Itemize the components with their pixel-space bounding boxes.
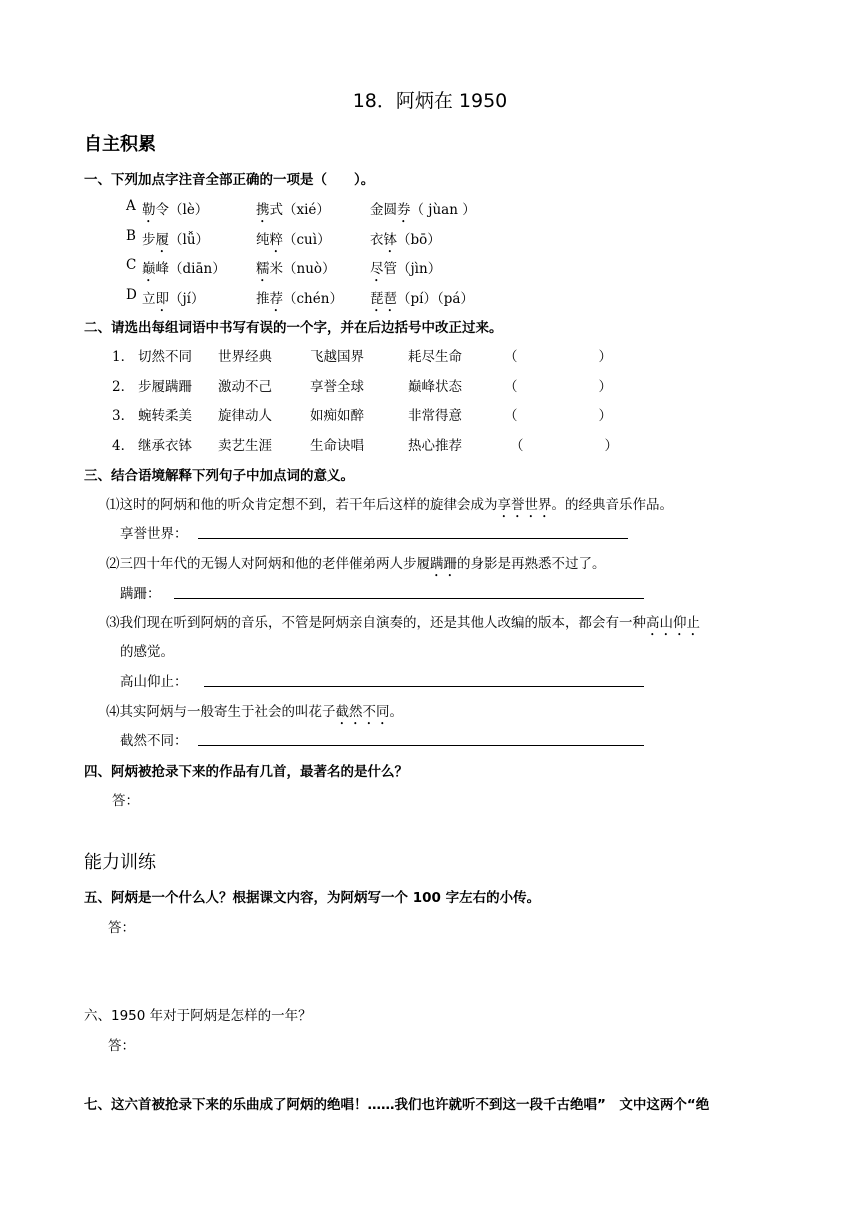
term-prefix: 纯 bbox=[256, 231, 270, 248]
correction-bracket: （ ） bbox=[510, 437, 618, 454]
option-term bbox=[256, 287, 343, 315]
word-group-item: 巅峰状态 bbox=[408, 378, 462, 395]
sentence-text: ⑶我们现在听到阿炳的音乐，不管是阿炳亲自演奏的，还是其他人改编的版本，都会有一种 bbox=[106, 615, 646, 631]
term-pinyin: （ jùan ） bbox=[410, 202, 476, 218]
word-group-item: 非常得意 bbox=[408, 408, 462, 424]
option-letter: C bbox=[126, 257, 137, 273]
word-group-item: 蜿转柔美 bbox=[138, 408, 192, 424]
dotted-character: 荐 bbox=[269, 290, 283, 307]
option-term bbox=[256, 198, 330, 226]
sentence bbox=[106, 611, 700, 639]
term-prefix: 推 bbox=[256, 290, 270, 307]
dotted-character: 钵 bbox=[383, 231, 397, 248]
word-group-item: 耗尽生命 bbox=[408, 349, 462, 365]
term-prefix: 金圆 bbox=[370, 202, 397, 218]
dotted-character: 粹 bbox=[269, 231, 283, 248]
row-number: 3． bbox=[112, 408, 135, 424]
answer-label: 截然不同： bbox=[120, 733, 188, 749]
row-number: 2． bbox=[112, 378, 135, 395]
term-pinyin: 令（lè） bbox=[155, 202, 209, 218]
word-group-item: 飞越国界 bbox=[310, 349, 364, 365]
dotted-character: 巅 bbox=[142, 261, 156, 277]
term-pinyin: 峰（diān） bbox=[155, 261, 226, 277]
dotted-character: 糯 bbox=[256, 261, 270, 277]
option-term bbox=[370, 198, 476, 226]
term-pinyin: 米（nuò） bbox=[269, 261, 336, 277]
sentence-text: ⑷其实阿炳与一般寄生于社会的叫花子 bbox=[106, 704, 336, 720]
option-term bbox=[142, 228, 209, 256]
term-pinyin: （pí）（pá） bbox=[397, 290, 474, 307]
word-group-item: 享誉全球 bbox=[310, 378, 364, 395]
dotted-character: 勒 bbox=[142, 202, 156, 218]
answer-line[interactable] bbox=[174, 598, 644, 599]
sentence bbox=[106, 552, 606, 580]
sentence-text-end: 。的经典音乐作品。 bbox=[551, 497, 673, 513]
answer-label: 享誉世界： bbox=[120, 526, 188, 542]
dotted-character: 履 bbox=[155, 231, 169, 248]
sentence-text: ⑴这时的阿炳和他的听众肯定想不到，若干年后这样的旋律会成为 bbox=[106, 497, 498, 513]
option-letter: A bbox=[126, 198, 136, 214]
option-term bbox=[256, 228, 331, 256]
option-term bbox=[370, 228, 441, 256]
dotted-character: 琵琶 bbox=[370, 290, 397, 307]
answer-line[interactable] bbox=[204, 686, 644, 687]
word-group-item: 热心推荐 bbox=[408, 437, 462, 454]
term-pinyin: （lǚ） bbox=[169, 231, 210, 248]
answer-line[interactable] bbox=[198, 745, 644, 746]
option-letter: D bbox=[126, 286, 137, 303]
dotted-character: 券 bbox=[397, 202, 411, 218]
term-prefix: 衣 bbox=[370, 231, 384, 248]
word-group-item: 如痴如醉 bbox=[310, 408, 364, 424]
option-term bbox=[142, 198, 208, 226]
term-pinyin: （jí） bbox=[169, 290, 205, 307]
dotted-word: 截然不同 bbox=[335, 704, 390, 720]
option-term bbox=[370, 287, 474, 315]
term-pinyin: （bō） bbox=[397, 231, 441, 248]
row-number: 1． bbox=[112, 349, 135, 365]
dotted-character: 尽 bbox=[370, 261, 384, 277]
sentence-text-end: 的身影是再熟悉不过了。 bbox=[457, 556, 606, 572]
question-5-stem: 五、阿炳是一个什么人？根据课文内容，为阿炳写一个 100 字左右的小传。 bbox=[84, 890, 541, 906]
dotted-character: 携 bbox=[256, 202, 270, 218]
sentence-text: ⑵三四十年代的无锡人对阿炳和他的老伴催弟两人步履 bbox=[106, 556, 430, 572]
question-4-stem: 四、阿炳被抢录下来的作品有几首，最著名的是什么？ bbox=[84, 764, 408, 780]
word-group-item: 旋律动人 bbox=[218, 408, 272, 424]
dotted-word: 蹒跚 bbox=[430, 556, 457, 572]
option-term bbox=[142, 287, 205, 315]
page-title: 18．阿炳在 1950 bbox=[352, 90, 508, 112]
question-2-stem: 二、请选出每组词语中书写有误的一个字，并在后边括号中改正过来。 bbox=[84, 320, 503, 336]
answer-label: 高山仰止： bbox=[120, 674, 188, 690]
question-4-answer-label: 答： bbox=[112, 793, 139, 809]
option-term bbox=[142, 257, 226, 285]
word-group-item: 生命诀唱 bbox=[310, 437, 364, 454]
answer-label: 蹒跚： bbox=[120, 586, 161, 602]
term-prefix: 立 bbox=[142, 290, 156, 307]
question-1-stem: 一、下列加点字注音全部正确的一项是（ ）。 bbox=[84, 172, 375, 188]
question-7-stem: 七、这六首被抢录下来的乐曲成了阿炳的绝唱！……我们也许就听不到这一段千古绝唱” 文中这两个“绝 bbox=[84, 1097, 710, 1113]
sentence bbox=[106, 493, 673, 521]
correction-bracket: （ ） bbox=[504, 378, 612, 395]
option-term bbox=[370, 257, 441, 285]
word-group-item: 世界经典 bbox=[218, 349, 272, 365]
answer-line[interactable] bbox=[198, 538, 628, 539]
correction-bracket: （ ） bbox=[504, 408, 612, 424]
word-group-item: 继承衣钵 bbox=[138, 437, 192, 454]
term-pinyin: （cuì） bbox=[283, 231, 331, 248]
term-pinyin: 管（jìn） bbox=[383, 261, 442, 277]
question-5-answer-label: 答： bbox=[108, 920, 135, 936]
sentence-continuation: 的感觉。 bbox=[120, 644, 174, 660]
section-heading-ability-training: 能力训练 bbox=[84, 852, 156, 873]
term-pinyin: 式（xié） bbox=[269, 202, 330, 218]
sentence-text-end: 。 bbox=[389, 704, 403, 720]
question-6-stem: 六、1950 年对于阿炳是怎样的一年？ bbox=[84, 1008, 312, 1024]
correction-bracket: （ ） bbox=[504, 349, 612, 365]
term-pinyin: （chén） bbox=[283, 290, 343, 307]
option-letter: B bbox=[126, 227, 136, 244]
row-number: 4． bbox=[112, 437, 135, 454]
sentence bbox=[106, 700, 403, 728]
word-group-item: 切然不同 bbox=[138, 349, 192, 365]
dotted-word: 享誉世界 bbox=[497, 497, 552, 513]
option-term bbox=[256, 257, 336, 285]
question-3-stem: 三、结合语境解释下列句子中加点词的意义。 bbox=[84, 468, 354, 484]
dotted-character: 即 bbox=[155, 290, 169, 307]
word-group-item: 步履蹒跚 bbox=[138, 378, 192, 395]
word-group-item: 卖艺生涯 bbox=[218, 437, 272, 454]
question-6-answer-label: 答： bbox=[108, 1038, 135, 1054]
dotted-word: 高山仰止 bbox=[646, 615, 700, 631]
section-heading-self-study: 自主积累 bbox=[84, 134, 156, 155]
term-prefix: 步 bbox=[142, 231, 156, 248]
word-group-item: 激动不己 bbox=[218, 378, 272, 395]
